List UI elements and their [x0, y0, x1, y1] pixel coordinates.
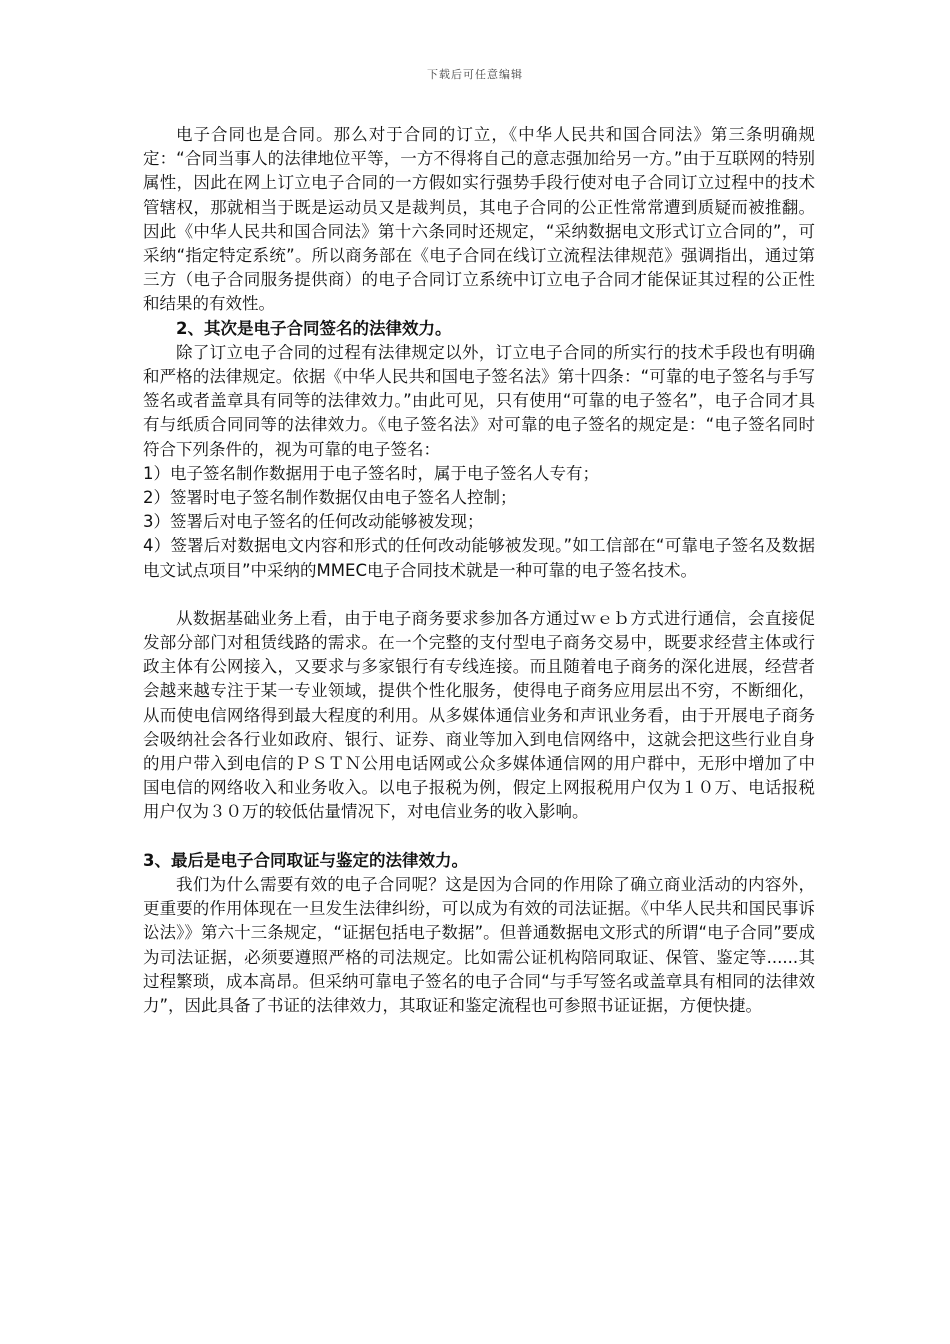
document-body: [143, 123, 815, 1018]
section2-intro: 除了订立电子合同的过程有法律规定以外，订立电子合同的所实行的技术手段也有明确和严格的法律规定。依据《中华人民共和国电子签名法》第十四条：“可靠的电子签名与手写签名或者盖章具有同等的法律效力。”由此可见，只有使用“可靠的电子签名”，电子合同才具有与纸质合同同等的法律效力。《电子签名法》对可靠的电子签名的规定是：“电子签名同时符合下列条件的，视为可靠的电子签名：: [143, 342, 815, 459]
section3-heading: 3、最后是电子合同取证与鉴定的法律效力。: [143, 850, 468, 870]
section1-paragraph: 电子合同也是合同。那么对于合同的订立，《中华人民共和国合同法》第三条明确规定：“合同当事人的法律地位平等，一方不得将自己的意志强加给另一方。”由于互联网的特别属性，因此在网上订立电子合同的一方假如实行强势手段行使对电子合同订立过程中的技术管辖权，那就相当于既是运动员又是裁判员，其电子合同的公正性常常遭到质疑而被推翻。因此《中华人民共和国合同法》第十六条同时还规定，“采纳数据电文形式订立合同的”，可采纳“指定特定系统”。所以商务部在《电子合同在线订立流程法律规范》强调指出，通过第三方（电子合同服务提供商）的电子合同订立系统中订立电子合同才能保证其过程的公正性和结果的有效性。: [143, 125, 815, 314]
page-header: 下载后可任意编辑: [427, 68, 523, 81]
business-paragraph: 从数据基础业务上看，由于电子商务要求参加各方通过ｗｅｂ方式进行通信，会直接促发部分部门对租赁线路的需求。在一个完整的支付型电子商务交易中，既要求经营主体或行政主体有公网接入，又要求与多家银行有专线连接。而且随着电子商务的深化进展，经营者会越来越专注于某一专业领域，提供个性化服务，使得电子商务应用层出不穷，不断细化，从而使电信网络得到最大程度的利用。从多媒体通信业务和声讯业务看，由于开展电子商务会吸纳社会各行业如政府、银行、证券、商业等加入到电信网络中，这就会把这些行业自身的用户带入到电信的ＰＳＴＮ公用电话网或公众多媒体通信网的用户群中，无形中增加了中国电信的网络收入和业务收入。以电子报税为例，假定上网报税用户仅为１０万、电话报税用户仅为３０万的较低估量情况下，对电信业务的收入影响。: [143, 608, 815, 822]
paragraph-spacer: [143, 825, 815, 849]
paragraph-spacer: [143, 583, 815, 607]
condition-item-1: 1）电子签名制作数据用于电子签名时，属于电子签名人专有；: [143, 463, 599, 483]
condition-item-2: 2）签署时电子签名制作数据仅由电子签名人控制；: [143, 488, 517, 508]
condition-item-4: 4）签署后对数据电文内容和形式的任何改动能够被发现。”如工信部在“可靠电子签名及数据电文试点项目”中采纳的MMEC电子合同技术就是一种可靠的电子签名技术。: [143, 536, 815, 580]
section2-heading: 2、其次是电子合同签名的法律效力。: [176, 318, 452, 338]
condition-item-3: 3）签署后对电子签名的任何改动能够被发现；: [143, 512, 484, 532]
section3-paragraph: 我们为什么需要有效的电子合同呢？这是因为合同的作用除了确立商业活动的内容外，更重要的作用体现在一旦发生法律纠纷，可以成为有效的司法证据。《中华人民共和国民事诉讼法》》第六十三条规定，“证据包括电子数据”。但普通数据电文形式的所谓“电子合同”要成为司法证据，必须要遵照严格的司法规定。比如需公证机构陪同取证、保管、鉴定等......其过程繁琐，成本高昂。但采纳可靠电子签名的电子合同“与手写签名或盖章具有相同的法律效力”，因此具备了书证的法律效力，其取证和鉴定流程也可参照书证证据，方便快捷。: [143, 874, 815, 1015]
